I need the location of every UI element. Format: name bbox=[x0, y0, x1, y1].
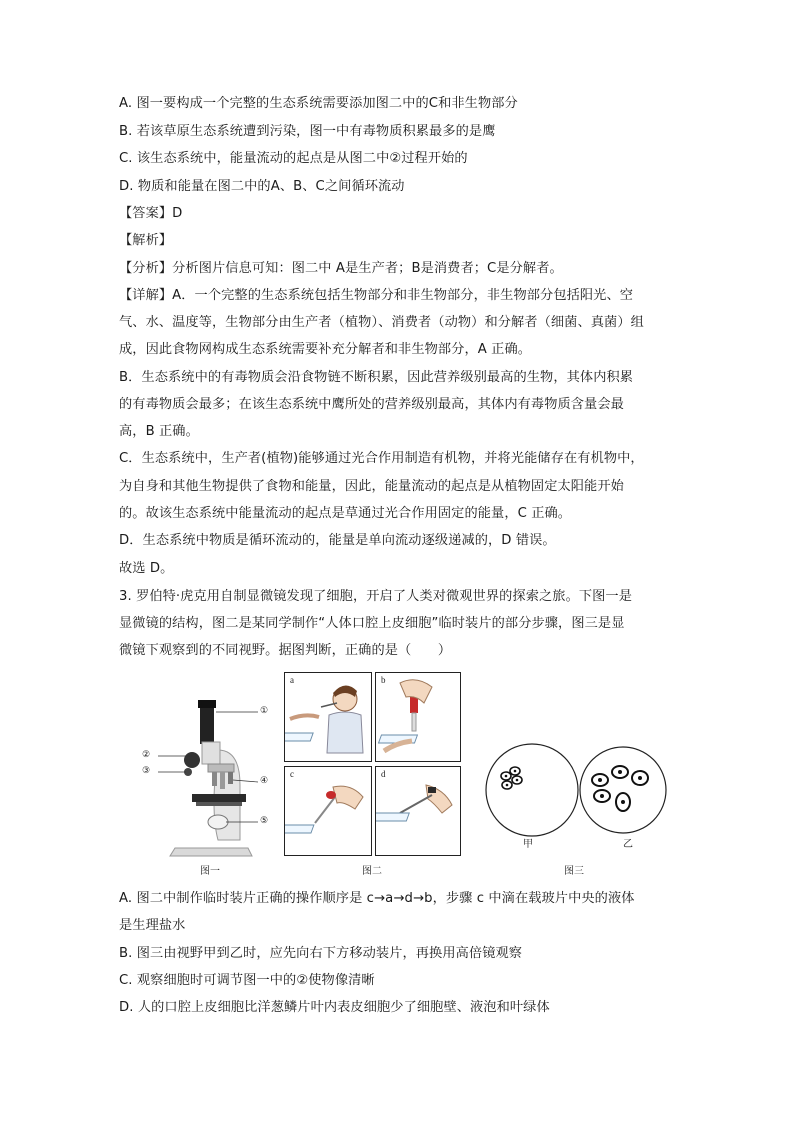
step-panel-d bbox=[375, 766, 461, 856]
microscope-figure bbox=[140, 690, 280, 865]
callout-3: ③ bbox=[142, 765, 151, 775]
option-b-q3: B. 图三由视野甲到乙时，应先向右下方移动装片，再换用高倍镜观察 bbox=[119, 946, 523, 961]
step-panel-c bbox=[284, 766, 372, 856]
analysis-header: 【解析】 bbox=[119, 233, 173, 248]
option-c-prev: C. 该生态系统中，能量流动的起点是从图二中②过程开始的 bbox=[119, 151, 468, 166]
panel-letter-b: b bbox=[381, 675, 386, 685]
view-yi bbox=[578, 742, 668, 838]
panel-letter-d: d bbox=[381, 769, 386, 779]
option-d-q3: D. 人的口腔上皮细胞比洋葱鳞片叶内表皮细胞少了细胞壁、液泡和叶绿体 bbox=[119, 1000, 550, 1015]
step-d-drawing bbox=[376, 767, 460, 855]
analysis-line: 的有毒物质会最多；在该生态系统中鹰所处的营养级别最高，其体内有毒物质含量会最 bbox=[119, 397, 624, 412]
view-label-yi: 乙 bbox=[623, 839, 633, 850]
figure-1-caption: 图一 bbox=[200, 866, 220, 877]
step-panel-b bbox=[375, 672, 461, 762]
callout-1: ① bbox=[260, 705, 269, 715]
analysis-line: 高，B 正确。 bbox=[119, 424, 199, 439]
option-a-prev: A. 图一要构成一个完整的生态系统需要添加图二中的C和非生物部分 bbox=[119, 96, 518, 111]
panel-letter-a: a bbox=[290, 675, 294, 685]
option-a-q3-cont: 是生理盐水 bbox=[119, 918, 186, 933]
analysis-line: 【详解】A．一个完整的生态系统包括生物部分和非生物部分，非生物部分包括阳光、空 bbox=[119, 288, 634, 303]
analysis-line: 气、水、温度等，生物部分由生产者（植物）、消费者（动物）和分解者（细菌、真菌）组 bbox=[119, 315, 644, 330]
view-jia bbox=[484, 742, 580, 838]
figure-2-caption: 图二 bbox=[362, 866, 382, 877]
option-c-q3: C. 观察细胞时可调节图一中的②使物像清晰 bbox=[119, 973, 375, 988]
option-d-prev: D. 物质和能量在图二中的A、B、C之间循环流动 bbox=[119, 179, 405, 194]
analysis-line: 故选 D。 bbox=[119, 561, 174, 576]
question-3-stem: 显微镜的结构，图二是某同学制作“人体口腔上皮细胞”临时装片的部分步骤，图三是显 bbox=[119, 616, 625, 631]
callout-5: ⑤ bbox=[260, 815, 269, 825]
analysis-line: D．生态系统中物质是循环流动的，能量是单向流动逐级递减的，D 错误。 bbox=[119, 533, 556, 548]
question-3-stem: 3. 罗伯特·虎克用自制显微镜发现了细胞，开启了人类对微观世界的探索之旅。下图一是 bbox=[119, 589, 632, 604]
microscope-drawing bbox=[140, 690, 280, 865]
step-a-drawing bbox=[285, 673, 371, 761]
analysis-line: 为自身和其他生物提供了食物和能量，因此，能量流动的起点是从植物固定太阳能开始 bbox=[119, 479, 624, 494]
step-b-drawing bbox=[376, 673, 460, 761]
analysis-line: 成，因此食物网构成生态系统需要补充分解者和非生物部分，A 正确。 bbox=[119, 342, 532, 357]
view-label-jia: 甲 bbox=[523, 839, 533, 850]
view-jia-drawing bbox=[484, 742, 580, 838]
figure-3-caption: 图三 bbox=[564, 866, 584, 877]
view-yi-drawing bbox=[578, 742, 668, 838]
option-b-prev: B. 若该草原生态系统遭到污染，图一中有毒物质积累最多的是鹰 bbox=[119, 124, 496, 139]
option-a-q3: A. 图二中制作临时装片正确的操作顺序是 c→a→d→b，步骤 c 中滴在载玻片中央的液体 bbox=[119, 891, 635, 906]
analysis-line: B．生态系统中的有毒物质会沿食物链不断积累，因此营养级别最高的生物，其体内积累 bbox=[119, 370, 634, 385]
answer-line: 【答案】D bbox=[119, 206, 183, 221]
step-panel-a bbox=[284, 672, 372, 762]
analysis-line: C．生态系统中，生产者(植物)能够通过光合作用制造有机物，并将光能储存在有机物中， bbox=[119, 451, 644, 466]
question-3-stem: 微镜下观察到的不同视野。据图判断，正确的是（ ） bbox=[119, 643, 452, 658]
step-c-drawing bbox=[285, 767, 371, 855]
analysis-line: 【分析】分析图片信息可知：图二中 A是生产者；B是消费者；C是分解者。 bbox=[119, 261, 563, 276]
panel-letter-c: c bbox=[290, 769, 294, 779]
analysis-line: 的。故该生态系统中能量流动的起点是草通过光合作用固定的能量，C 正确。 bbox=[119, 506, 572, 521]
callout-4: ④ bbox=[260, 775, 269, 785]
callout-2: ② bbox=[142, 749, 151, 759]
